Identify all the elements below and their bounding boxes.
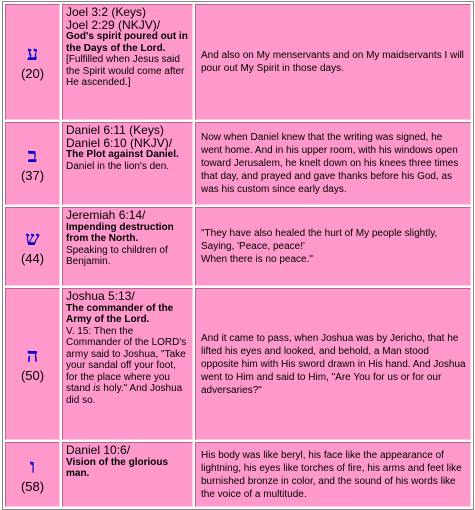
verse-text: And it came to pass, when Joshua was by Jericho, that he lifted his eyes and looked, and behold, a Man stood opposite him with His sword drawn in His hand. And Joshua went to Him and said to Him, "Are You for us or for our adversaries?": [201, 332, 466, 396]
verse-line: "They have also healed the hurt of My people slightly,: [201, 228, 438, 239]
reference-cell: [62, 122, 193, 205]
reference-note: [Fulfilled when Jesus said the Spirit would come after He ascended.]: [66, 54, 185, 88]
hebrew-letter-cell: [5, 4, 60, 120]
reference-cell: [62, 4, 193, 120]
letter-number: (37): [20, 167, 45, 183]
table-row: [5, 207, 471, 286]
reference-line: Joel 2:29 (NKJV)/: [66, 17, 161, 32]
verse-cell: [195, 207, 471, 286]
verse-text: Now when Daniel knew that the writing was signed, he went home. And in his upper room, with his windows open toward Jerusalem, he knelt down on his knees three times that day, and prayed and gave thanks before his God, as was his custom since early days.: [201, 132, 459, 195]
reference-line: Daniel 10:6/: [66, 443, 131, 457]
hebrew-letter: ה: [26, 343, 39, 367]
verse-text: His body was like beryl, his face like the appearance of lightning, his eyes like torches of fire, his arms and feet like burnished bronze in color, and the sound of his words like the voice of a multitude.: [201, 449, 462, 500]
letter-number: (50): [20, 368, 45, 383]
note-text: holy." And Joshua did so.: [66, 383, 183, 406]
verse-cell: [195, 4, 471, 120]
table-row: [5, 122, 471, 205]
reference-line: Joshua 5:13/: [66, 289, 135, 303]
verse-line: When there is no peace.": [201, 254, 313, 265]
hebrew-letter-cell: [5, 207, 60, 286]
reference-cell: [62, 288, 193, 440]
reference-line: Jeremiah 6:14/: [66, 208, 146, 222]
reference-cell: [62, 207, 193, 286]
reference-title: The Plot against Daniel.: [66, 149, 179, 160]
table-row: [5, 288, 471, 440]
verse-text: And also on My menservants and on My maidservants I will pour out My Spirit in those days.: [201, 50, 464, 74]
reference-note: Speaking to children of Benjamin.: [66, 244, 168, 267]
reference-line: Daniel 6:11 (Keys): [66, 123, 164, 137]
hebrew-letter-cell: [5, 442, 60, 507]
letter-number: (58): [20, 478, 45, 494]
verse-line: Saying, 'Peace, peace!': [201, 241, 305, 252]
scripture-table: [2, 1, 474, 510]
reference-title: God's spirit poured out in the Days of the Lord.: [66, 31, 188, 54]
reference-note: [66, 326, 190, 407]
reference-line: Daniel 6:10 (NKJV)/: [66, 135, 173, 150]
letter-number: (44): [20, 250, 45, 266]
hebrew-letter-cell: [5, 122, 60, 205]
verse-cell: [195, 442, 471, 507]
table-row: [5, 4, 471, 120]
hebrew-letter: ש: [25, 225, 40, 250]
hebrew-letter: ו: [29, 453, 36, 478]
reference-title: Vision of the glorious man.: [66, 456, 169, 479]
note-emphasis: is: [93, 383, 101, 394]
letter-number: (20): [20, 66, 45, 81]
reference-title: The commander of the Army of the Lord.: [66, 302, 174, 325]
reference-note: Daniel in the lion's den.: [66, 160, 170, 172]
hebrew-letter-cell: [5, 288, 60, 440]
verse-cell: [195, 288, 471, 440]
verse-cell: [195, 122, 471, 205]
reference-line: Joel 3:2 (Keys): [66, 5, 147, 19]
hebrew-letter: ב: [27, 142, 38, 167]
table-row: [5, 442, 471, 507]
note-text: V. 15: Then the Commander of the LORD's army said to Joshua, "Take your sandal off your foot, for the place where you stand: [66, 325, 187, 394]
hebrew-letter: ע: [26, 41, 39, 65]
reference-title: Impending destruction from the North.: [66, 221, 174, 244]
reference-cell: [62, 442, 193, 507]
